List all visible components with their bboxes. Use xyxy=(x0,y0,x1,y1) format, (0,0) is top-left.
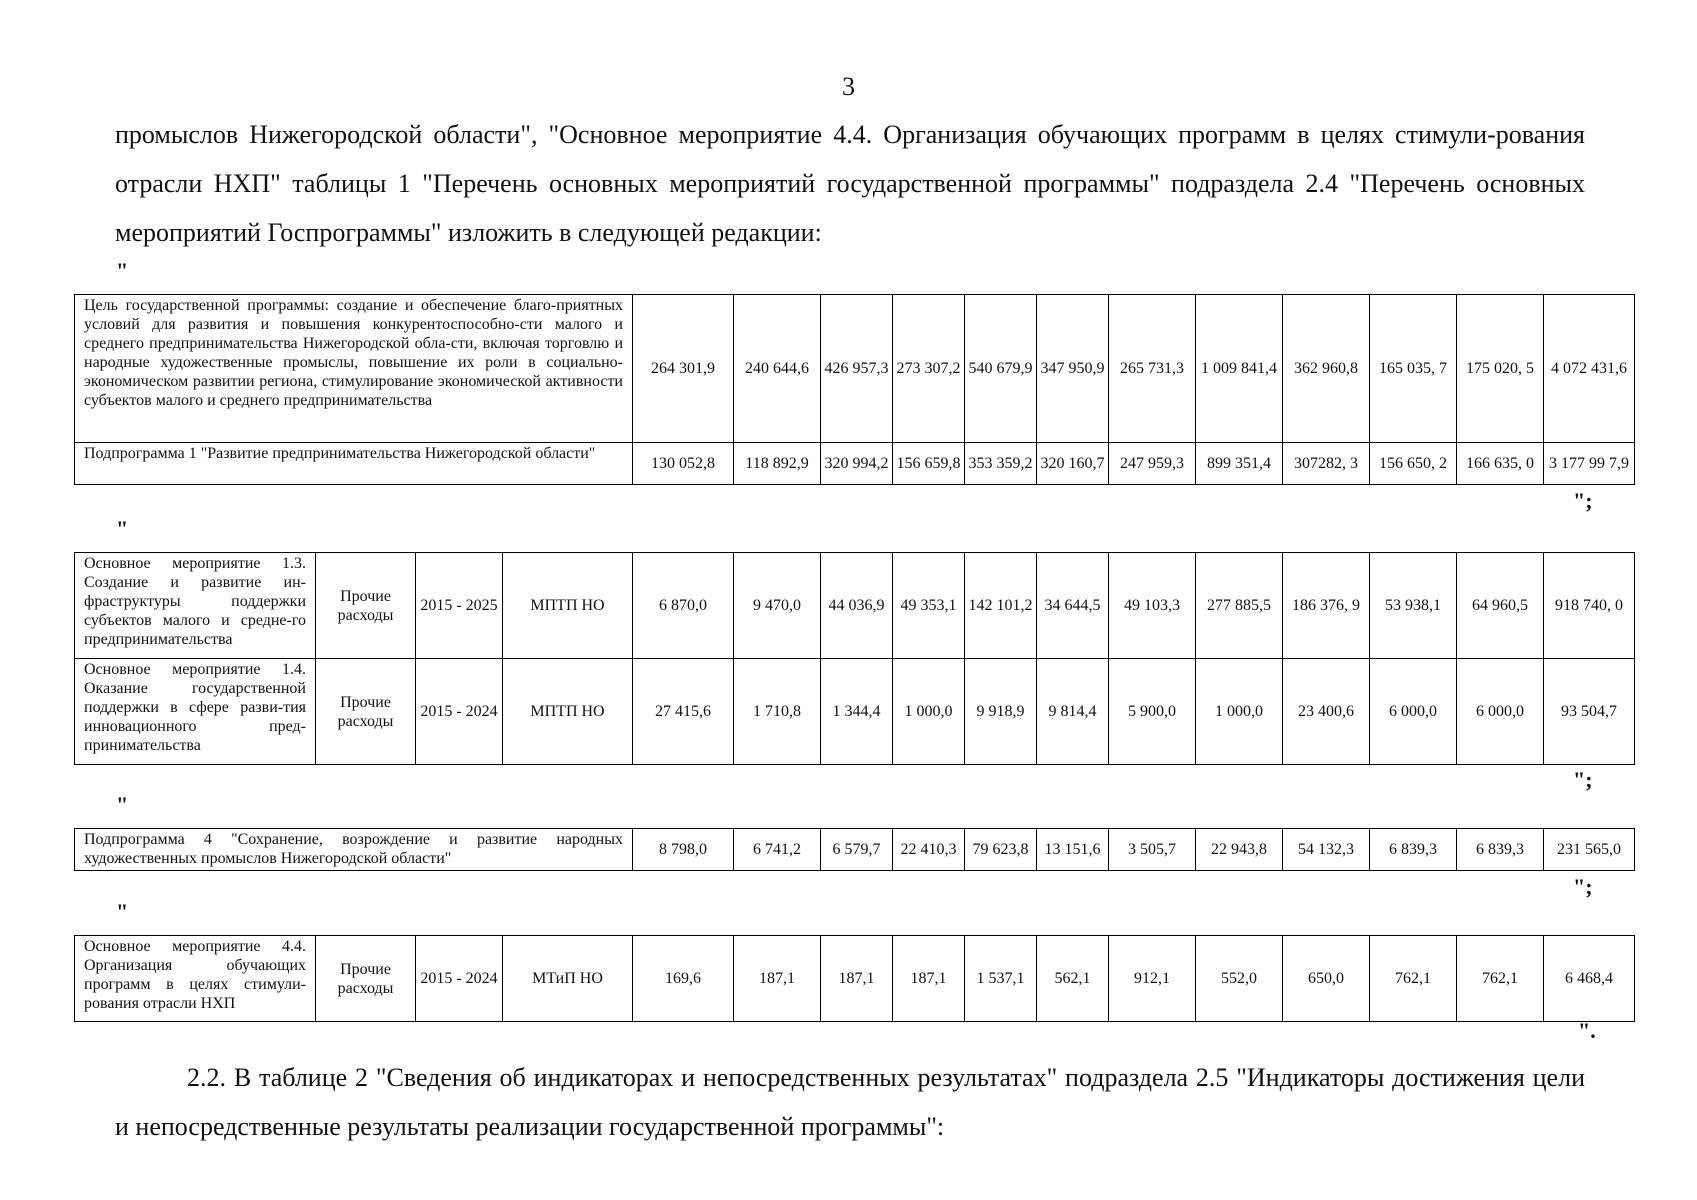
expense-type-cell: Прочие расходы xyxy=(316,553,416,659)
value-cell: 3 177 99 7,9 xyxy=(1544,443,1635,485)
value-cell: 4 072 431,6 xyxy=(1544,295,1635,443)
expense-type-cell: Прочие расходы xyxy=(316,936,416,1022)
intro-paragraph: промыслов Нижегородской области", "Основное мероприятие 4.4. Организация обучающих программ в целях стимули-рования отрасли НХП" таблицы 1 "Перечень основных мероприятий государственной программы" подраздела 2.4 "Перечень основных мероприятий Госпрограммы" изложить в следующей редакции: xyxy=(115,120,1585,247)
period-cell: 2015 - 2024 xyxy=(416,936,503,1022)
value-cell: 1 000,0 xyxy=(893,659,965,765)
value-cell: 650,0 xyxy=(1283,936,1370,1022)
row-description: Основное мероприятие 1.4. Оказание государственной поддержки в сфере разви-тия инновационного пред-принимательства xyxy=(75,659,316,765)
value-cell: 130 052,8 xyxy=(633,443,734,485)
value-cell: 22 410,3 xyxy=(893,829,965,871)
value-cell: 240 644,6 xyxy=(734,295,821,443)
value-cell: 1 344,4 xyxy=(821,659,893,765)
value-cell: 320 994,2 xyxy=(821,443,893,485)
section-2-2-paragraph: 2.2. В таблице 2 "Сведения об индикаторах и непосредственных результатах" подраздела 2.5 "Индикаторы достижения цели и непосредственные результаты реализации государственной программы": xyxy=(115,1063,1585,1141)
open-quote-3: " xyxy=(116,792,129,817)
value-cell: 187,1 xyxy=(821,936,893,1022)
value-cell: 6 839,3 xyxy=(1370,829,1457,871)
value-cell: 49 103,3 xyxy=(1109,553,1196,659)
value-cell: 6 000,0 xyxy=(1370,659,1457,765)
table-program-goal xyxy=(74,294,1635,485)
value-cell: 347 950,9 xyxy=(1037,295,1109,443)
value-cell: 1 009 841,4 xyxy=(1196,295,1283,443)
value-cell: 552,0 xyxy=(1196,936,1283,1022)
value-cell: 118 892,9 xyxy=(734,443,821,485)
row-description: Основное мероприятие 1.3. Создание и развитие ин-фраструктуры поддержки субъектов малого и средне-го предпринимательства xyxy=(75,553,316,659)
value-cell: 5 900,0 xyxy=(1109,659,1196,765)
value-cell: 64 960,5 xyxy=(1457,553,1544,659)
period-cell: 2015 - 2025 xyxy=(416,553,503,659)
value-cell: 22 943,8 xyxy=(1196,829,1283,871)
value-cell: 23 400,6 xyxy=(1283,659,1370,765)
value-cell: 27 415,6 xyxy=(633,659,734,765)
value-cell: 1 537,1 xyxy=(965,936,1037,1022)
row-description: Подпрограмма 4 "Сохранение, возрождение и развитие народных художественных промыслов Нижегородской области" xyxy=(75,829,633,871)
close-quote-final: ". xyxy=(1578,1018,1596,1043)
value-cell: 187,1 xyxy=(893,936,965,1022)
table-row xyxy=(75,829,1635,871)
value-cell: 762,1 xyxy=(1370,936,1457,1022)
value-cell: 6 579,7 xyxy=(821,829,893,871)
value-cell: 9 814,4 xyxy=(1037,659,1109,765)
table-row xyxy=(75,295,1635,443)
value-cell: 265 731,3 xyxy=(1109,295,1196,443)
close-quote-2: "; xyxy=(1573,767,1593,792)
open-quote-4: " xyxy=(116,899,129,924)
value-cell: 186 376, 9 xyxy=(1283,553,1370,659)
value-cell: 6 468,4 xyxy=(1544,936,1635,1022)
value-cell: 899 351,4 xyxy=(1196,443,1283,485)
value-cell: 175 020, 5 xyxy=(1457,295,1544,443)
value-cell: 273 307,2 xyxy=(893,295,965,443)
value-cell: 6 000,0 xyxy=(1457,659,1544,765)
value-cell: 540 679,9 xyxy=(965,295,1037,443)
executor-cell: МТиП НО xyxy=(503,936,633,1022)
value-cell: 231 565,0 xyxy=(1544,829,1635,871)
value-cell: 9 470,0 xyxy=(734,553,821,659)
value-cell: 54 132,3 xyxy=(1283,829,1370,871)
value-cell: 166 635, 0 xyxy=(1457,443,1544,485)
value-cell: 6 741,2 xyxy=(734,829,821,871)
value-cell: 13 151,6 xyxy=(1037,829,1109,871)
value-cell: 3 505,7 xyxy=(1109,829,1196,871)
row-description: Цель государственной программы: создание и обеспечение благо-приятных условий для развития и повышения конкурентоспособно-сти малого и среднего предпринимательства Нижегородской обла-сти, включая торговлю и народные художественные промыслы, повышение их роли в социально-экономическом развитии региона, стимулирование экономической активности субъектов малого и среднего предпринимательства xyxy=(75,295,633,443)
value-cell: 912,1 xyxy=(1109,936,1196,1022)
value-cell: 6 839,3 xyxy=(1457,829,1544,871)
value-cell: 142 101,2 xyxy=(965,553,1037,659)
value-cell: 53 938,1 xyxy=(1370,553,1457,659)
value-cell: 1 710,8 xyxy=(734,659,821,765)
executor-cell: МПТП НО xyxy=(503,659,633,765)
table-row xyxy=(75,553,1635,659)
value-cell: 320 160,7 xyxy=(1037,443,1109,485)
value-cell: 8 798,0 xyxy=(633,829,734,871)
row-description: Основное мероприятие 4.4. Организация обучающих программ в целях стимули-рования отрасли НХП xyxy=(75,936,316,1022)
value-cell: 93 504,7 xyxy=(1544,659,1635,765)
value-cell: 247 959,3 xyxy=(1109,443,1196,485)
table-subprogram-4 xyxy=(74,828,1635,871)
value-cell: 918 740, 0 xyxy=(1544,553,1635,659)
row-description: Подпрограмма 1 "Развитие предпринимательства Нижегородской области" xyxy=(75,443,633,485)
value-cell: 187,1 xyxy=(734,936,821,1022)
value-cell: 307282, 3 xyxy=(1283,443,1370,485)
value-cell: 156 650, 2 xyxy=(1370,443,1457,485)
value-cell: 353 359,2 xyxy=(965,443,1037,485)
value-cell: 156 659,8 xyxy=(893,443,965,485)
value-cell: 79 623,8 xyxy=(965,829,1037,871)
value-cell: 277 885,5 xyxy=(1196,553,1283,659)
value-cell: 9 918,9 xyxy=(965,659,1037,765)
value-cell: 362 960,8 xyxy=(1283,295,1370,443)
value-cell: 165 035, 7 xyxy=(1370,295,1457,443)
value-cell: 34 644,5 xyxy=(1037,553,1109,659)
page-number: 3 xyxy=(842,72,855,101)
open-quote-2: " xyxy=(116,516,129,541)
value-cell: 1 000,0 xyxy=(1196,659,1283,765)
table-main-activity-4-4 xyxy=(74,935,1635,1022)
executor-cell: МПТП НО xyxy=(503,553,633,659)
table-row xyxy=(75,659,1635,765)
value-cell: 6 870,0 xyxy=(633,553,734,659)
value-cell: 762,1 xyxy=(1457,936,1544,1022)
period-cell: 2015 - 2024 xyxy=(416,659,503,765)
value-cell: 169,6 xyxy=(633,936,734,1022)
value-cell: 426 957,3 xyxy=(821,295,893,443)
value-cell: 562,1 xyxy=(1037,936,1109,1022)
table-row xyxy=(75,936,1635,1022)
close-quote-1: "; xyxy=(1573,488,1593,513)
value-cell: 44 036,9 xyxy=(821,553,893,659)
expense-type-cell: Прочие расходы xyxy=(316,659,416,765)
close-quote-3: "; xyxy=(1573,874,1593,899)
table-row xyxy=(75,443,1635,485)
table-main-activities-1 xyxy=(74,552,1635,765)
value-cell: 264 301,9 xyxy=(633,295,734,443)
open-quote-1: " xyxy=(116,258,129,283)
value-cell: 49 353,1 xyxy=(893,553,965,659)
